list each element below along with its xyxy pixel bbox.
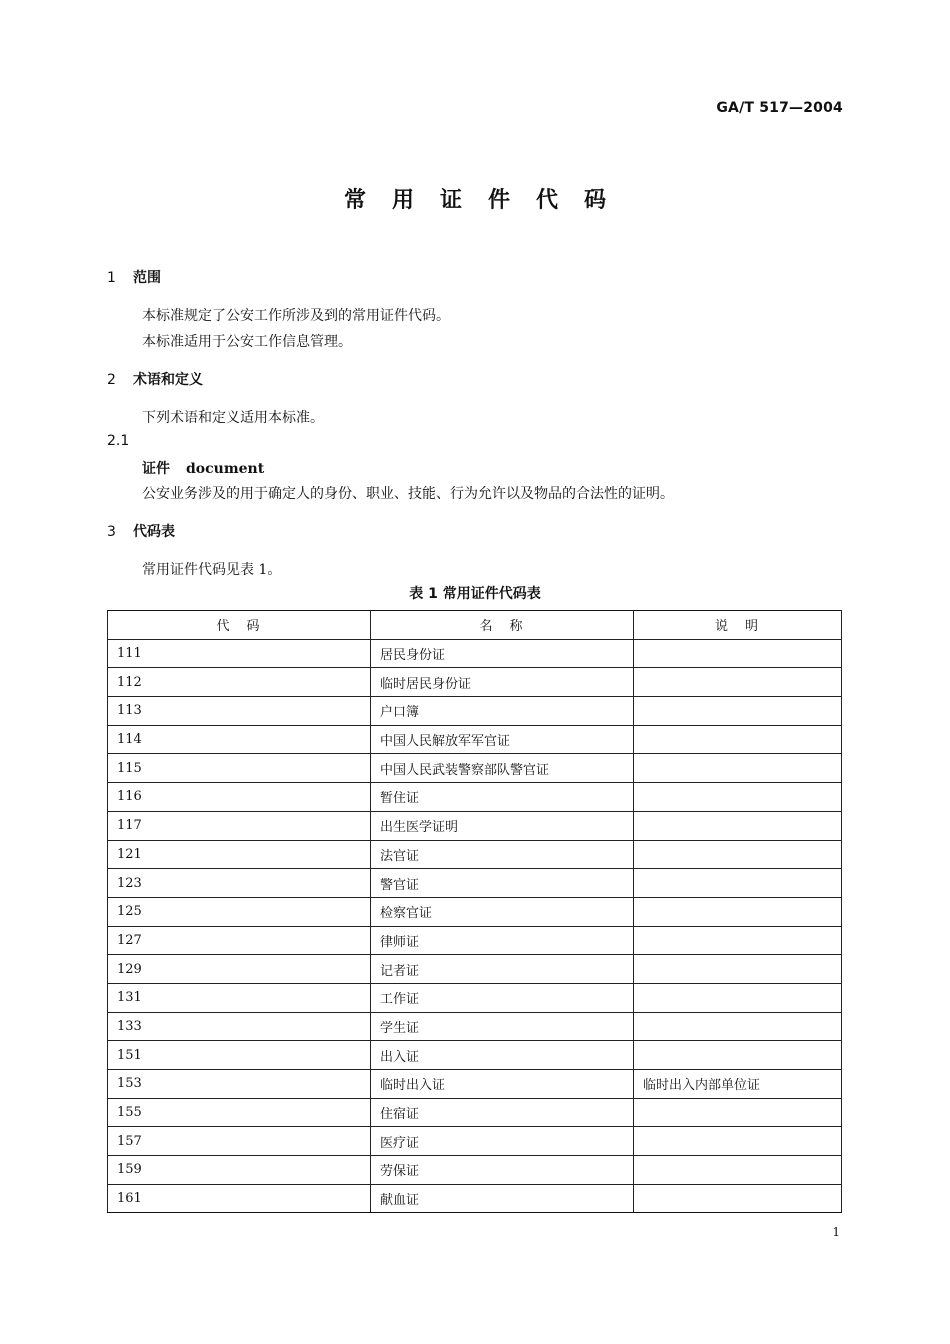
cell-note	[634, 1041, 842, 1070]
cell-code: 113	[108, 697, 371, 726]
cell-note: 临时出入内部单位证	[634, 1070, 842, 1099]
cell-name: 律师证	[371, 926, 634, 955]
header-note: 说 明	[634, 611, 842, 640]
section-1-number: 1	[107, 270, 116, 286]
table-row	[108, 983, 842, 1012]
cell-name: 中国人民武装警察部队警官证	[371, 754, 634, 783]
table-caption: 表 1 常用证件代码表	[409, 586, 541, 602]
section-1-paragraph-2: 本标准适用于公安工作信息管理。	[142, 334, 352, 350]
section-2-paragraph-1: 下列术语和定义适用本标准。	[142, 410, 324, 426]
cell-note	[634, 1098, 842, 1127]
cell-name: 临时出入证	[371, 1070, 634, 1099]
cell-note	[634, 926, 842, 955]
cell-code: 155	[108, 1098, 371, 1127]
section-2-number: 2	[107, 372, 116, 388]
term-chinese: 证件	[142, 461, 170, 477]
cell-name: 医疗证	[371, 1127, 634, 1156]
cell-note	[634, 811, 842, 840]
table-row	[108, 783, 842, 812]
cell-code: 129	[108, 955, 371, 984]
table-row	[108, 1098, 842, 1127]
cell-code: 115	[108, 754, 371, 783]
cell-code: 121	[108, 840, 371, 869]
page-title: 常用证件代码	[343, 188, 632, 213]
cell-name: 暂住证	[371, 783, 634, 812]
section-3-number: 3	[107, 524, 116, 540]
term-definition: 公安业务涉及的用于确定人的身份、职业、技能、行为允许以及物品的合法性的证明。	[142, 486, 674, 502]
section-3-title: 代码表	[133, 524, 175, 540]
cell-code: 157	[108, 1127, 371, 1156]
cell-name: 住宿证	[371, 1098, 634, 1127]
table-row	[108, 697, 842, 726]
header-code: 代 码	[108, 611, 371, 640]
cell-note	[634, 955, 842, 984]
table-body	[108, 639, 842, 1213]
cell-code: 133	[108, 1012, 371, 1041]
cell-note	[634, 869, 842, 898]
cell-note	[634, 639, 842, 668]
document-code-table	[107, 610, 842, 1213]
cell-code: 116	[108, 783, 371, 812]
table-header-row	[108, 611, 842, 640]
cell-name: 户口簿	[371, 697, 634, 726]
table-row	[108, 1127, 842, 1156]
document-code: GA/T 517—2004	[716, 100, 843, 116]
cell-code: 125	[108, 897, 371, 926]
cell-code: 114	[108, 725, 371, 754]
cell-note	[634, 1127, 842, 1156]
cell-note	[634, 783, 842, 812]
cell-name: 出生医学证明	[371, 811, 634, 840]
page-number: 1	[832, 1225, 840, 1239]
table-row	[108, 1156, 842, 1185]
section-2-title: 术语和定义	[133, 372, 203, 388]
cell-note	[634, 725, 842, 754]
table-row	[108, 897, 842, 926]
cell-code: 117	[108, 811, 371, 840]
term-heading	[142, 458, 264, 478]
section-1-paragraph-1: 本标准规定了公安工作所涉及到的常用证件代码。	[142, 308, 450, 324]
cell-note	[634, 897, 842, 926]
cell-code: 159	[108, 1156, 371, 1185]
cell-name: 记者证	[371, 955, 634, 984]
table-row	[108, 1184, 842, 1213]
cell-note	[634, 840, 842, 869]
cell-code: 151	[108, 1041, 371, 1070]
cell-name: 学生证	[371, 1012, 634, 1041]
header-name: 名 称	[371, 611, 634, 640]
subsection-2-1-number: 2.1	[107, 433, 130, 449]
section-2-heading	[107, 369, 203, 389]
table-row	[108, 1041, 842, 1070]
section-1-title: 范围	[133, 270, 161, 286]
cell-code: 123	[108, 869, 371, 898]
table-row	[108, 754, 842, 783]
table-row	[108, 1070, 842, 1099]
cell-name: 居民身份证	[371, 639, 634, 668]
section-3-heading	[107, 521, 175, 541]
cell-name: 工作证	[371, 983, 634, 1012]
section-3-paragraph-1: 常用证件代码见表 1。	[142, 562, 282, 578]
cell-code: 153	[108, 1070, 371, 1099]
cell-code: 161	[108, 1184, 371, 1213]
cell-note	[634, 1012, 842, 1041]
section-1-heading	[107, 267, 161, 287]
cell-name: 警官证	[371, 869, 634, 898]
cell-code: 127	[108, 926, 371, 955]
table-row	[108, 668, 842, 697]
cell-code: 111	[108, 639, 371, 668]
cell-name: 法官证	[371, 840, 634, 869]
cell-code: 112	[108, 668, 371, 697]
table-row	[108, 840, 842, 869]
cell-name: 中国人民解放军军官证	[371, 725, 634, 754]
table-row	[108, 955, 842, 984]
table-row	[108, 639, 842, 668]
cell-name: 检察官证	[371, 897, 634, 926]
table-row	[108, 926, 842, 955]
cell-note	[634, 697, 842, 726]
table-row	[108, 869, 842, 898]
table-row	[108, 725, 842, 754]
cell-note	[634, 668, 842, 697]
cell-name: 临时居民身份证	[371, 668, 634, 697]
cell-name: 出入证	[371, 1041, 634, 1070]
cell-note	[634, 1156, 842, 1185]
cell-code: 131	[108, 983, 371, 1012]
cell-name: 劳保证	[371, 1156, 634, 1185]
term-english: document	[186, 461, 265, 477]
table-row	[108, 811, 842, 840]
table-row	[108, 1012, 842, 1041]
cell-note	[634, 1184, 842, 1213]
cell-note	[634, 983, 842, 1012]
cell-note	[634, 754, 842, 783]
cell-name: 献血证	[371, 1184, 634, 1213]
